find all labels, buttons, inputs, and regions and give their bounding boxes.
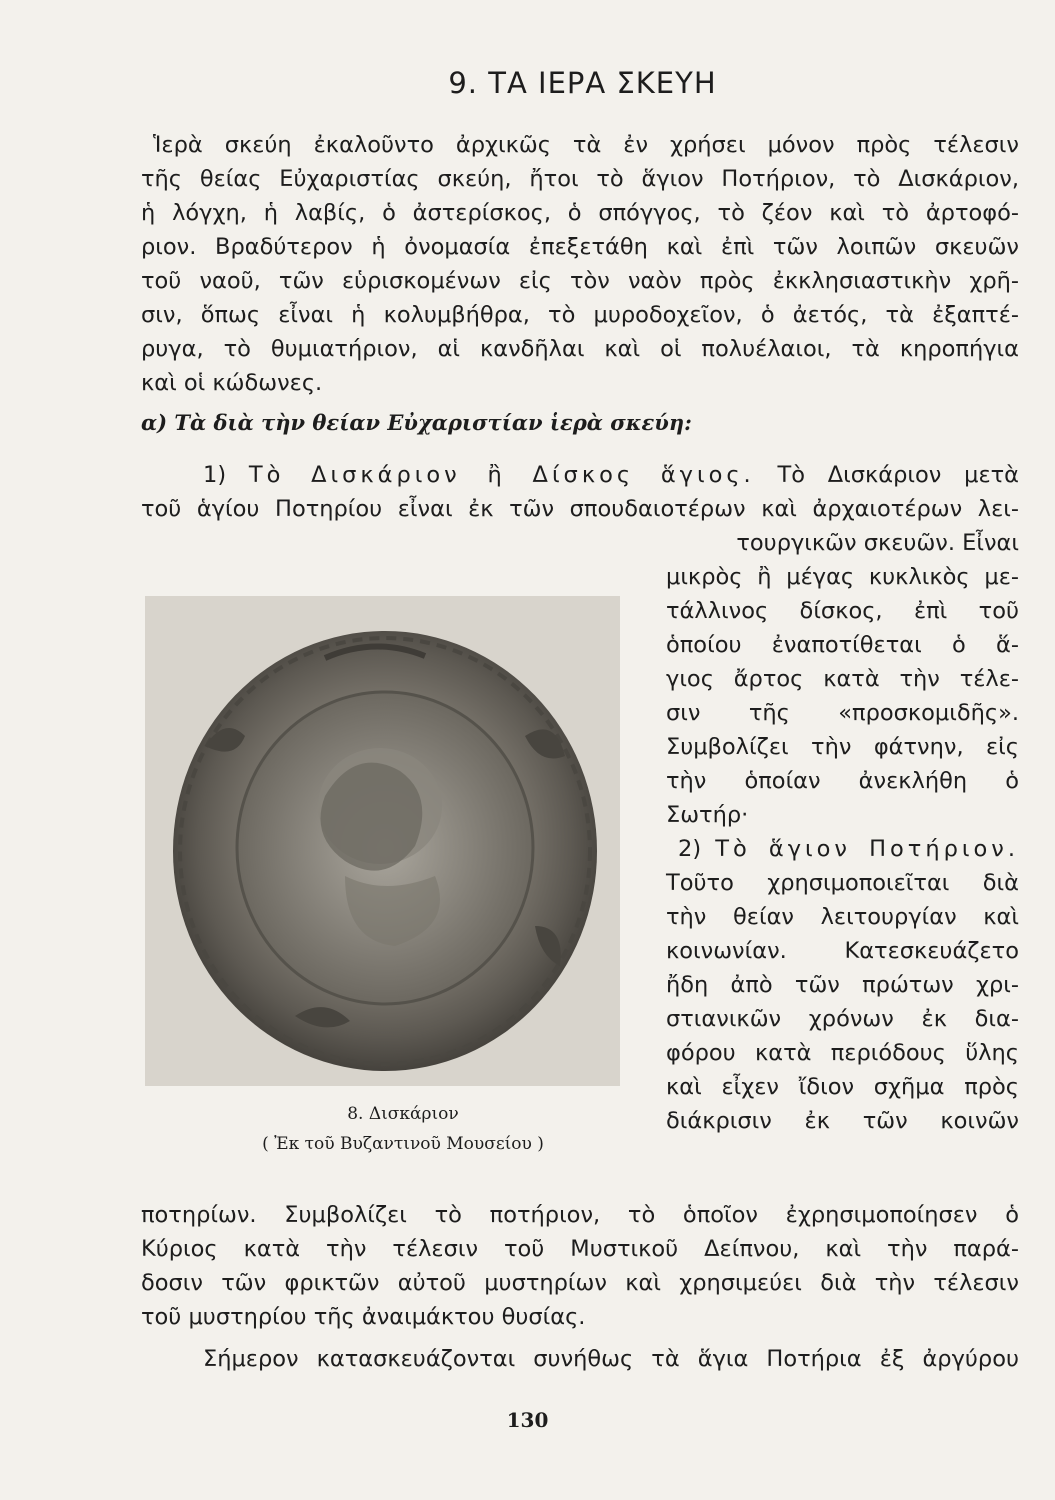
- text-line: σιν, ὅπως εἶναι ἡ κολυμβήθρα, τὸ μυροδοχεῖον, ὁ ἀετός, τὰ ἐξαπτέ-: [141, 302, 1019, 328]
- diskarion-plate-image: [145, 596, 620, 1086]
- text-line: τοῦ μυστηρίου τῆς ἀναιμάκτου θυσίας.: [141, 1304, 586, 1330]
- text-line: Συμβολίζει τὴν φάτνην, εἰς: [666, 734, 1019, 760]
- text-line: ριον. Βραδύτερον ἡ ὀνομασία ἐπεξετάθη καὶ ἐπὶ τῶν λοιπῶν σκευῶν: [141, 234, 1019, 260]
- text-line: δοσιν τῶν φρικτῶν αὐτοῦ μυστηρίων καὶ χρησιμεύει διὰ τὴν τέλεσιν: [141, 1270, 1019, 1296]
- page-number: 130: [506, 1408, 549, 1432]
- item-1-text: Τὸ Δισκάριον μετὰ: [777, 462, 1019, 488]
- item-2-number: 2): [678, 836, 716, 862]
- item-1-number: 1): [203, 462, 249, 488]
- text-line: φόρου κατὰ περιόδους ὕλης: [666, 1040, 1019, 1066]
- text-line: τὴν ὁποίαν ἀνεκλήθη ὁ: [666, 768, 1019, 794]
- text-line: ρυγα, τὸ θυμιατήριον, αἱ κανδῆλαι καὶ οἱ πολυέλαιοι, τὰ κηροπήγια: [141, 336, 1019, 362]
- text-line: ποτηρίων. Συμβολίζει τὸ ποτήριον, τὸ ὁποῖον ἐχρησιμοποίησεν ὁ: [141, 1202, 1019, 1228]
- text-line: Σήμερον κατασκευάζονται συνήθως τὰ ἅγια Ποτήρια ἐξ ἀργύρου: [203, 1346, 1019, 1372]
- text-line: ἡ λόγχη, ἡ λαβίς, ὁ ἀστερίσκος, ὁ σπόγγος, τὸ ζέον καὶ τὸ ἀρτοφό-: [141, 200, 1019, 226]
- text-line: καὶ οἱ κώδωνες.: [141, 370, 323, 396]
- text-line: σιν τῆς «προσκομιδῆς».: [666, 700, 1019, 726]
- text-line: διάκρισιν ἐκ τῶν κοινῶν: [666, 1108, 1019, 1134]
- text-line: τουργικῶν σκευῶν. Εἶναι: [736, 530, 1019, 556]
- text-line: στιανικῶν χρόνων ἐκ δια-: [666, 1006, 1019, 1032]
- text-line: τῆς θείας Εὐχαριστίας σκεύη, ἤτοι τὸ ἅγιον Ποτήριον, τὸ Δισκάριον,: [141, 166, 1019, 192]
- text-line: τοῦ ἁγίου Ποτηρίου εἶναι ἐκ τῶν σπουδαιοτέρων καὶ ἀρχαιοτέρων λει-: [141, 496, 1019, 522]
- text-line: κοινωνίαν. Κατεσκευάζετο: [666, 938, 1019, 964]
- section-heading: 9. ΤΑ ΙΕΡΑ ΣΚΕΥΗ: [448, 66, 717, 100]
- text-line: καὶ εἶχεν ἴδιον σχῆμα πρὸς: [666, 1074, 1019, 1100]
- text-line: τάλλινος δίσκος, ἐπὶ τοῦ: [666, 598, 1019, 624]
- item-1-title: Τὸ Δισκάριον ἢ Δίσκος ἅγιος.: [248, 462, 755, 488]
- item-2-line: [666, 834, 1019, 864]
- item-2-title: Τὸ ἅγιον Ποτήριον.: [715, 836, 1019, 862]
- text-line: Σωτήρ·: [666, 802, 749, 828]
- text-line: γιος ἄρτος κατὰ τὴν τέλε-: [666, 666, 1019, 692]
- diskarion-photo: [145, 596, 620, 1086]
- text-line: τοῦ ναοῦ, τῶν εὑρισκομένων εἰς τὸν ναὸν πρὸς ἐκκλησιαστικὴν χρῆ-: [141, 268, 1019, 294]
- item-1-line: [141, 460, 1019, 490]
- text-line: τὴν θείαν λειτουργίαν καὶ: [666, 904, 1019, 930]
- text-line: μικρὸς ἢ μέγας κυκλικὸς με-: [666, 564, 1019, 590]
- text-line: Τοῦτο χρησιμοποιεῖται διὰ: [666, 870, 1019, 896]
- figure-caption-title: 8. Δισκάριον: [347, 1104, 459, 1124]
- subheading: α) Τὰ διὰ τὴν θείαν Εὐχαριστίαν ἱερὰ σκεύη:: [141, 410, 692, 435]
- text-line: ὁποίου ἐναποτίθεται ὁ ἅ-: [666, 632, 1019, 658]
- text-line: Ἱερὰ σκεύη ἐκαλοῦντο ἀρχικῶς τὰ ἐν χρήσει μόνον πρὸς τέλεσιν: [153, 132, 1019, 158]
- text-line: Κύριος κατὰ τὴν τέλεσιν τοῦ Μυστικοῦ Δείπνου, καὶ τὴν παρά-: [141, 1236, 1019, 1262]
- text-line: ἤδη ἀπὸ τῶν πρώτων χρι-: [666, 972, 1019, 998]
- figure-caption-source: ( Ἐκ τοῦ Βυζαντινοῦ Μουσείου ): [262, 1134, 544, 1154]
